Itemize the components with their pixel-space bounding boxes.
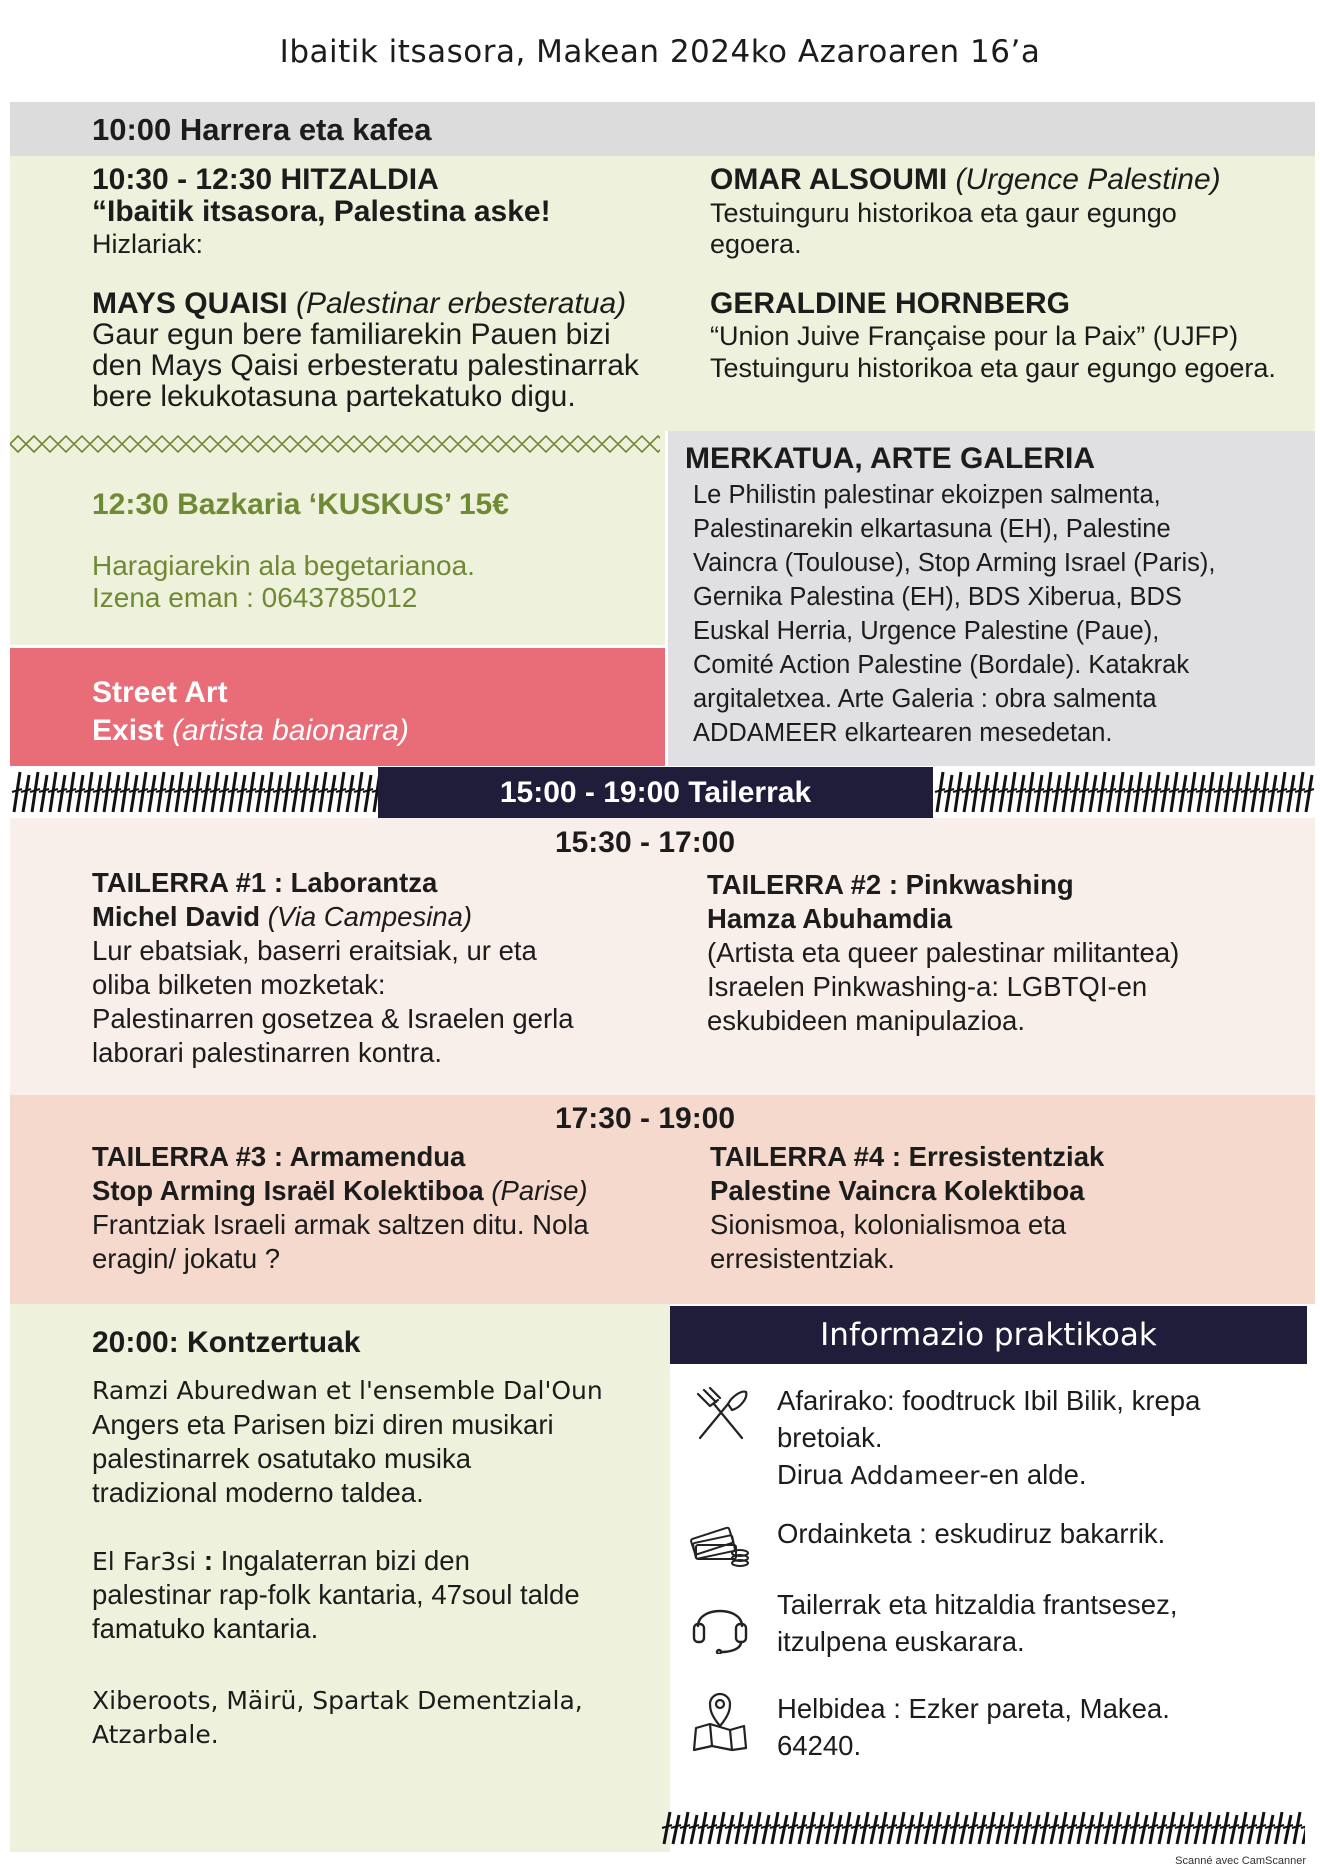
- map-pin-icon: [688, 1688, 752, 1752]
- market-line: Gernika Palestina (EH), BDS Xiberua, BDS: [693, 583, 1182, 611]
- session2-time: 17:30 - 19:00: [554, 1102, 736, 1135]
- language-line: Tailerrak eta hitzaldia frantsesez,: [777, 1589, 1178, 1620]
- act2-line: famatuko kantaria.: [92, 1613, 319, 1644]
- ws3-leader-name: Stop Arming Israël Kolektiboa: [92, 1175, 484, 1206]
- food-line: Afarirako: foodtruck Ibil Bilik, krepa: [777, 1385, 1201, 1416]
- address-line: Helbidea : Ezker pareta, Makea.: [777, 1693, 1170, 1724]
- lunch-line: Haragiarekin ala begetarianoa.: [92, 550, 475, 581]
- speaker3-line: Testuinguru historikoa eta gaur egungo egoera.: [710, 353, 1276, 383]
- ws4-leader: Palestine Vaincra Kolektiboa: [710, 1175, 1085, 1206]
- ws3-line: eragin/ jokatu ?: [92, 1243, 281, 1274]
- welcome-band: [10, 102, 1315, 156]
- act3-line: Atzarbale.: [92, 1720, 219, 1749]
- speaker1-heading: [92, 288, 626, 319]
- ws3-leader: [92, 1174, 588, 1208]
- keffiyeh-pattern: [933, 768, 1315, 816]
- speaker1-line: den Mays Qaisi erbesteratu palestinarrak: [92, 349, 639, 382]
- speakers-label: Hizlariak:: [92, 229, 204, 259]
- artist-name: Exist: [92, 714, 164, 747]
- payment-text: Ordainketa : eskudiruz bakarrik.: [777, 1518, 1166, 1549]
- speaker2-heading: [710, 164, 1221, 195]
- headset-icon: [688, 1590, 752, 1654]
- lunch-title: 12:30 Bazkaria ‘KUSKUS’ 15€: [92, 488, 509, 521]
- ws3-title: TAILERRA #3 : Armamendua: [92, 1141, 466, 1172]
- speaker1-name: MAYS QUAISI: [92, 287, 288, 320]
- ws1-leader: [92, 900, 472, 934]
- ws2-line: (Artista eta queer palestinar militantea): [707, 937, 1180, 968]
- ws4-title: TAILERRA #4 : Erresistentziak: [710, 1141, 1105, 1172]
- ws2-line: Israelen Pinkwashing-a: LGBTQI-en: [707, 971, 1148, 1002]
- session1-time: 15:30 - 17:00: [554, 826, 736, 859]
- act2-heading: [92, 1544, 470, 1579]
- market-line: Le Philistin palestinar ekoizpen salmenta,: [693, 481, 1161, 509]
- welcome-label: 10:00 Harrera eta kafea: [92, 112, 432, 147]
- talk-time-title: 10:30 - 12:30 HITZALDIA: [92, 163, 439, 196]
- artist-note: (artista baionarra): [172, 714, 409, 747]
- ws1-line: Lur ebatsiak, baserri eraitsiak, ur eta: [92, 935, 537, 966]
- street-art-title: Street Art: [92, 676, 228, 709]
- act2-name: El Far3si: [92, 1547, 197, 1576]
- ws1-leader-name: Michel David: [92, 901, 261, 932]
- food-line3-pre: Dirua: [777, 1459, 851, 1490]
- market-line: ADDAMEER elkartearen mesedetan.: [693, 719, 1113, 747]
- speaker1-line: bere lekukotasuna partekatuko digu.: [92, 380, 576, 413]
- act2-sep: :: [196, 1545, 221, 1576]
- speaker2-role: (Urgence Palestine): [955, 163, 1221, 196]
- language-line: itzulpena euskarara.: [777, 1626, 1025, 1657]
- page-title: Ibaitik itsasora, Makean 2024ko Azaroaren 16’a: [279, 34, 1041, 70]
- food-line3-post: -en alde.: [979, 1459, 1087, 1490]
- ws1-line: oliba bilketen mozketak:: [92, 969, 386, 1000]
- market-line: argitaletxea. Arte Galeria : obra salmenta: [693, 685, 1157, 713]
- speaker3-line: “Union Juive Française pour la Paix” (UJFP): [710, 321, 1239, 351]
- food-line3-hand: Addameer: [850, 1461, 980, 1490]
- speaker2-line: egoera.: [710, 229, 802, 259]
- market-title: MERKATUA, ARTE GALERIA: [685, 442, 1095, 475]
- ws3-leader-note: (Parise): [491, 1175, 588, 1206]
- street-art-artist: [92, 714, 409, 748]
- food-line: [777, 1456, 1087, 1494]
- keffiyeh-pattern: [660, 1808, 1305, 1848]
- ws4-line: Sionismoa, kolonialismoa eta: [710, 1209, 1067, 1240]
- info-title: Informazio praktikoak: [670, 1306, 1307, 1364]
- ws2-line: eskubideen manipulazioa.: [707, 1005, 1025, 1036]
- ws3-line: Frantziak Israeli armak saltzen ditu. Nola: [92, 1209, 589, 1240]
- address-line: 64240.: [777, 1730, 862, 1761]
- ws1-line: laborari palestinarren kontra.: [92, 1037, 443, 1068]
- speaker1-line: Gaur egun bere familiarekin Pauen bizi: [92, 318, 611, 351]
- workshops-banner: 15:00 - 19:00 Tailerrak: [378, 767, 933, 819]
- act2-first: Ingalaterran bizi den: [220, 1545, 470, 1576]
- market-line: Euskal Herria, Urgence Palestine (Paue),: [693, 617, 1160, 645]
- food-line: bretoiak.: [777, 1422, 883, 1453]
- cash-icon: [688, 1505, 752, 1569]
- cutlery-icon: [688, 1382, 752, 1446]
- lunch-line: Izena eman : 0643785012: [92, 582, 418, 613]
- scanner-watermark: Scanné avec CamScanner: [1175, 1855, 1306, 1867]
- market-line: Palestinarekin elkartasuna (EH), Palestine: [693, 515, 1171, 543]
- act1-name: Ramzi Aburedwan et l'ensemble Dal'Oun: [92, 1376, 603, 1405]
- market-line: Comité Action Palestine (Bordale). Katakrak: [693, 651, 1190, 679]
- keffiyeh-pattern: [10, 768, 380, 816]
- ws2-leader: Hamza Abuhamdia: [707, 903, 953, 934]
- concerts-title: 20:00: Kontzertuak: [92, 1326, 361, 1359]
- ws1-line: Palestinarren gosetzea & Israelen gerla: [92, 1003, 574, 1034]
- talk-subtitle: “Ibaitik itsasora, Palestina aske!: [92, 195, 551, 228]
- ws1-leader-note: (Via Campesina): [267, 901, 473, 932]
- act3-line: Xiberoots, Mäirü, Spartak Dementziala,: [92, 1686, 583, 1715]
- act1-line: Angers eta Parisen bizi diren musikari: [92, 1409, 554, 1440]
- act1-line: palestinarrek osatutako musika: [92, 1443, 472, 1474]
- zigzag-divider: [10, 640, 660, 662]
- zigzag-divider: [10, 433, 660, 455]
- market-line: Vaincra (Toulouse), Stop Arming Israel (Paris),: [693, 549, 1216, 577]
- ws1-title: TAILERRA #1 : Laborantza: [92, 867, 438, 898]
- ws4-line: erresistentziak.: [710, 1243, 895, 1274]
- speaker2-line: Testuinguru historikoa eta gaur egungo: [710, 198, 1177, 228]
- ws2-title: TAILERRA #2 : Pinkwashing: [707, 869, 1074, 900]
- speaker1-role: (Palestinar erbesteratua): [295, 287, 627, 320]
- speaker2-name: OMAR ALSOUMI: [710, 163, 948, 196]
- act2-line: palestinar rap-folk kantaria, 47soul talde: [92, 1579, 580, 1610]
- act1-line: tradizional moderno taldea.: [92, 1477, 424, 1508]
- speaker3-name: GERALDINE HORNBERG: [710, 287, 1071, 320]
